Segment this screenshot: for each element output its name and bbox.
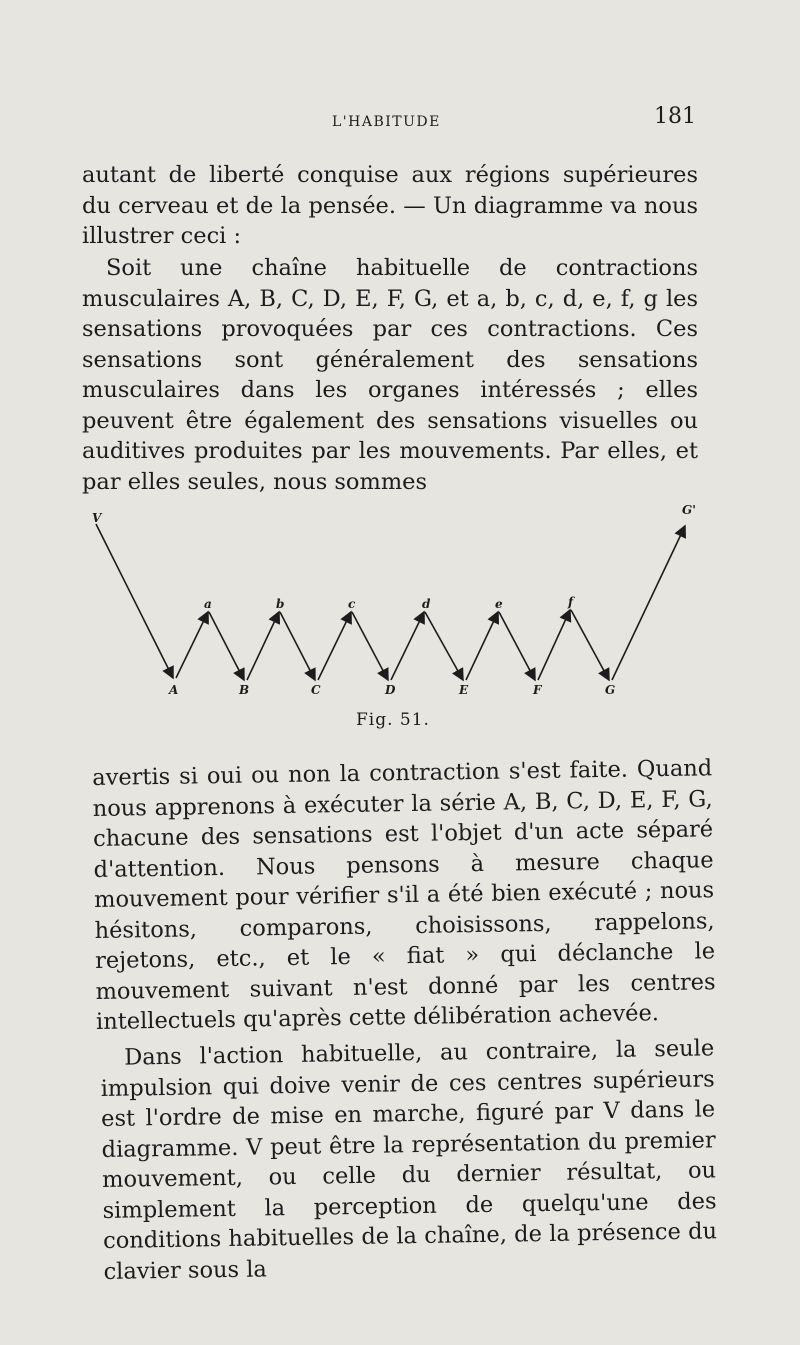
label-E: E bbox=[459, 683, 469, 697]
arrow-V-A bbox=[96, 524, 173, 678]
arrow-F-f bbox=[538, 610, 570, 680]
zigzag-diagram bbox=[80, 492, 720, 707]
label-d: d bbox=[422, 597, 431, 611]
label-D: D bbox=[385, 683, 396, 697]
label-G: G bbox=[605, 683, 616, 697]
label-A: A bbox=[169, 683, 179, 697]
paragraph-habitual: Dans l'action habituelle, au contraire, la seule impulsion qui doive venir de ces centres supérieurs est l'ordre de mise en marche, figuré par V dans le diagramme. V peut être la représentation du premier mouvement, ou celle du dernier résultat, ou simplement la perception de quelqu'une des conditions habituelles de la chaîne, de la présence du clavier sous la bbox=[100, 1035, 718, 1285]
paragraph-learning: avertis si oui ou non la contraction s'est faite. Quand nous apprenons à exécuter la série A, B, C, D, E, F, G, chacune des sensations est l'objet d'un acte séparé d'attention. Nous pensons à mesure chaque mouvement pour vérifier s'il a été bien exécuté ; nous hésitons, comparons, choisissons, rappelons, rejetons, etc., et le « fiat » qui déclanche le mouvement suivant n'est donné par les centres intellectuels qu'après cette délibération achevée. bbox=[92, 755, 716, 1035]
arrow-a-B bbox=[209, 612, 244, 680]
label-C: C bbox=[311, 683, 321, 697]
arrow-f-G bbox=[571, 610, 609, 680]
paragraph-chain: Soit une chaîne habituelle de contractions musculaires A, B, C, D, E, F, G, et a, b, c, d, e, f, g les sensations provoquées par ces contractions. Ces sensations sont généralement des sensations musculaires dans les organes intéressés ; elles peuvent être également des sensations visuelles ou auditives produites par les mouvements. Par elles, et par elles seules, nous sommes bbox=[82, 255, 698, 495]
label-a: a bbox=[204, 597, 212, 611]
arrow-E-e bbox=[466, 612, 498, 680]
page-header bbox=[82, 104, 696, 134]
page-number: 181 bbox=[654, 104, 696, 129]
arrow-d-E bbox=[425, 612, 463, 680]
label-b: b bbox=[276, 597, 285, 611]
label-c: c bbox=[348, 597, 356, 611]
arrow-A-a bbox=[176, 612, 208, 678]
running-head: L'HABITUDE bbox=[332, 114, 441, 130]
figure-caption: Fig. 51. bbox=[356, 710, 430, 730]
arrow-B-b bbox=[247, 612, 279, 680]
paragraph-intro: autant de liberté conquise aux régions supérieures du cerveau et de la pensée. — Un diagramme va nous illustrer ceci : bbox=[82, 162, 698, 249]
arrow-G-G-prime bbox=[612, 526, 685, 680]
arrow-e-F bbox=[499, 612, 535, 680]
label-e: e bbox=[495, 597, 503, 611]
arrow-C-c bbox=[318, 612, 351, 680]
label-F: F bbox=[533, 683, 542, 697]
label-G-prime: G' bbox=[682, 503, 696, 517]
label-f: f bbox=[568, 595, 574, 609]
arrow-c-D bbox=[352, 612, 388, 680]
label-B: B bbox=[239, 683, 250, 697]
arrow-D-d bbox=[391, 612, 424, 680]
arrow-b-C bbox=[280, 612, 315, 680]
label-V: V bbox=[92, 511, 102, 525]
